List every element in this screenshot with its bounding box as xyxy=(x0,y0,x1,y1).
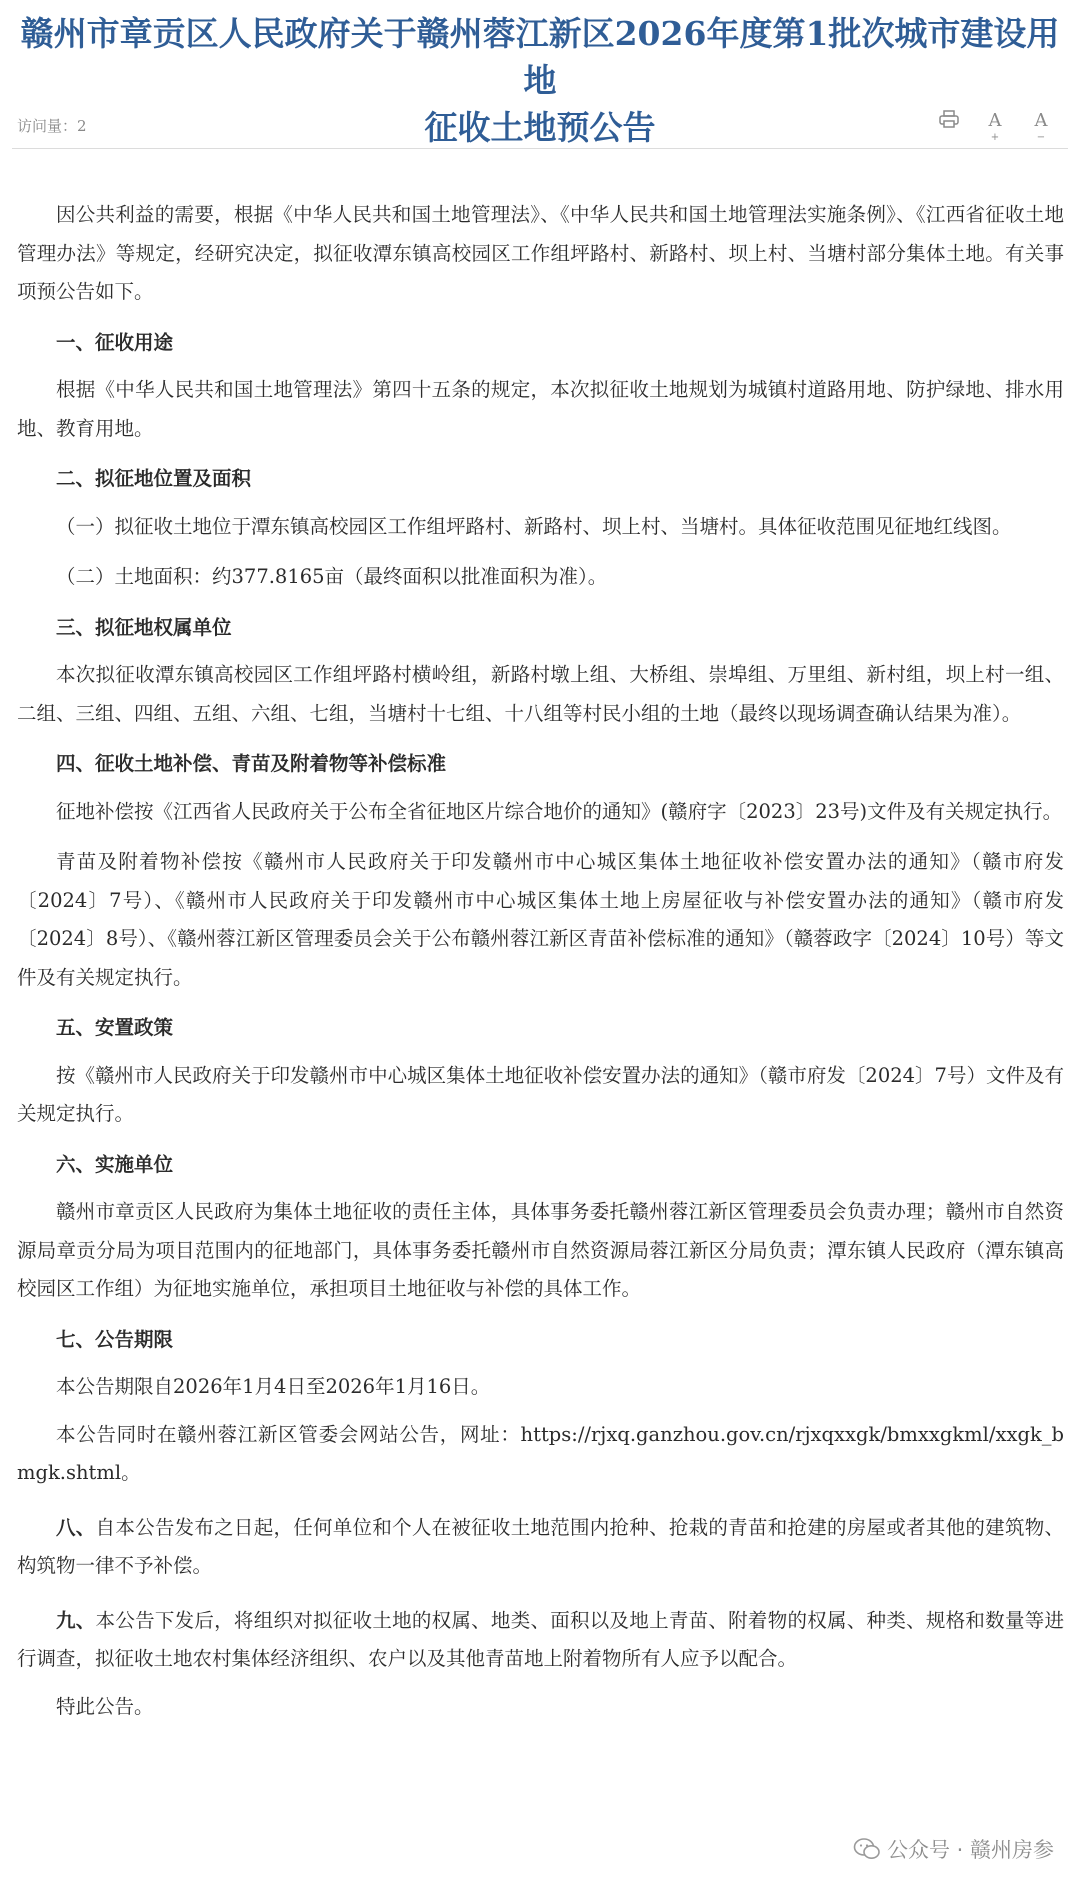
section-7-paragraph-2: 本公告同时在赣州蓉江新区管委会网站公告，网址：https://rjxq.ganzhou.gov.cn/rjxqxxgk/bmxxgkml/xxgk_bmgk.shtml。 xyxy=(17,1422,1064,1484)
section-2-paragraph-2: （二）土地面积：约377.8165亩（最终面积以批准面积为准）。 xyxy=(56,565,608,588)
section-4-paragraph-1: 征地补偿按《江西省人民政府关于公布全省征地区片综合地价的通知》(赣府字〔2023〕23号)文件及有关规定执行。 xyxy=(56,799,1063,823)
intro-paragraph: 因公共利益的需要，根据《中华人民共和国土地管理法》、《中华人民共和国土地管理法实施条例》、《江西省征收土地管理办法》等规定，经研究决定，拟征收潭东镇高校园区工作组坪路村、新路村、坝上村、当塘村部分集体土地。有关事项预公告如下。 xyxy=(17,203,1064,303)
section-4-paragraph-2: 青苗及附着物补偿按《赣州市人民政府关于印发赣州市中心城区集体土地征收补偿安置办法的通知》（赣市府发〔2024〕7号）、《赣州市人民政府关于印发赣州市中心城区集体土地上房屋征收与补偿安置办法的通知》（赣市府发〔2024〕8号）、《赣州蓉江新区管理委员会关于公布赣州蓉江新区青苗补偿标准的通知》（赣蓉政字〔2024〕10号）等文件及有关规定执行。 xyxy=(17,850,1064,989)
title-line-1: 赣州市章贡区人民政府关于赣州蓉江新区2026年度第1批次城市建设用地 xyxy=(20,14,1060,100)
visit-count-label: 访问量： xyxy=(17,117,78,135)
section-7-title: 七、公告期限 xyxy=(56,1327,174,1351)
visit-count xyxy=(17,115,87,136)
font-increase-icon[interactable]: A+ xyxy=(988,110,1002,143)
print-icon[interactable] xyxy=(936,110,962,152)
visit-count-value: 2 xyxy=(77,117,87,135)
section-9-number: 九、 xyxy=(56,1608,96,1632)
section-2-paragraph-1: （一）拟征收土地位于潭东镇高校园区工作组坪路村、新路村、坝上村、当塘村。具体征收范围见征地红线图。 xyxy=(56,514,1012,538)
section-9-text: 本公告下发后，将组织对拟征收土地的权属、地类、面积以及地上青苗、附着物的权属、种类、规格和数量等进行调查，拟征收土地农村集体经济组织、农户以及其他青苗地上附着物所有人应予以配合。 xyxy=(17,1608,1064,1670)
section-2-title: 二、拟征地位置及面积 xyxy=(56,467,252,490)
article-body xyxy=(17,196,1064,1726)
section-1-paragraph: 根据《中华人民共和国土地管理法》第四十五条的规定，本次拟征收土地规划为城镇村道路用地、防护绿地、排水用地、教育用地。 xyxy=(17,378,1064,440)
section-7-paragraph-1: 本公告期限自2026年1月4日至2026年1月16日。 xyxy=(56,1375,491,1398)
toolbar xyxy=(936,110,1054,152)
watermark-text: 公众号 · 赣州房参 xyxy=(886,1838,1054,1862)
wechat-icon xyxy=(853,1837,881,1861)
title-line-2: 征收土地预公告 xyxy=(424,108,656,147)
watermark xyxy=(853,1834,1054,1864)
section-1-title: 一、征收用途 xyxy=(56,330,174,354)
section-4-title: 四、征收土地补偿、青苗及附着物等补偿标准 xyxy=(56,752,447,775)
section-9-paragraph xyxy=(17,1602,1064,1679)
page-title xyxy=(18,10,1062,151)
font-decrease-icon[interactable]: A− xyxy=(1034,110,1048,143)
closing-text: 特此公告。 xyxy=(56,1694,154,1718)
section-5-title: 五、安置政策 xyxy=(56,1016,174,1039)
section-8-number: 八、 xyxy=(56,1515,96,1539)
section-3-paragraph: 本次拟征收潭东镇高校园区工作组坪路村横岭组，新路村墩上组、大桥组、崇埠组、万里组、新村组，坝上村一组、二组、三组、四组、五组、六组、七组，当塘村十七组、十八组等村民小组的土地（最终以现场调查确认结果为准）。 xyxy=(17,663,1064,725)
section-6-paragraph: 赣州市章贡区人民政府为集体土地征收的责任主体，具体事务委托赣州蓉江新区管理委员会负责办理；赣州市自然资源局章贡分局为项目范围内的征地部门，具体事务委托赣州市自然资源局蓉江新区分局负责；潭东镇人民政府（潭东镇高校园区工作组）为征地实施单位，承担项目土地征收与补偿的具体工作。 xyxy=(17,1200,1064,1300)
section-8-text: 自本公告发布之日起，任何单位和个人在被征收土地范围内抢种、抢栽的青苗和抢建的房屋或者其他的建筑物、构筑物一律不予补偿。 xyxy=(17,1515,1064,1577)
section-8-paragraph xyxy=(17,1509,1064,1586)
section-3-title: 三、拟征地权属单位 xyxy=(56,615,232,639)
divider xyxy=(12,148,1068,149)
section-6-title: 六、实施单位 xyxy=(56,1152,174,1176)
section-5-paragraph: 按《赣州市人民政府关于印发赣州市中心城区集体土地征收补偿安置办法的通知》（赣市府发〔2024〕7号）文件及有关规定执行。 xyxy=(17,1063,1064,1125)
